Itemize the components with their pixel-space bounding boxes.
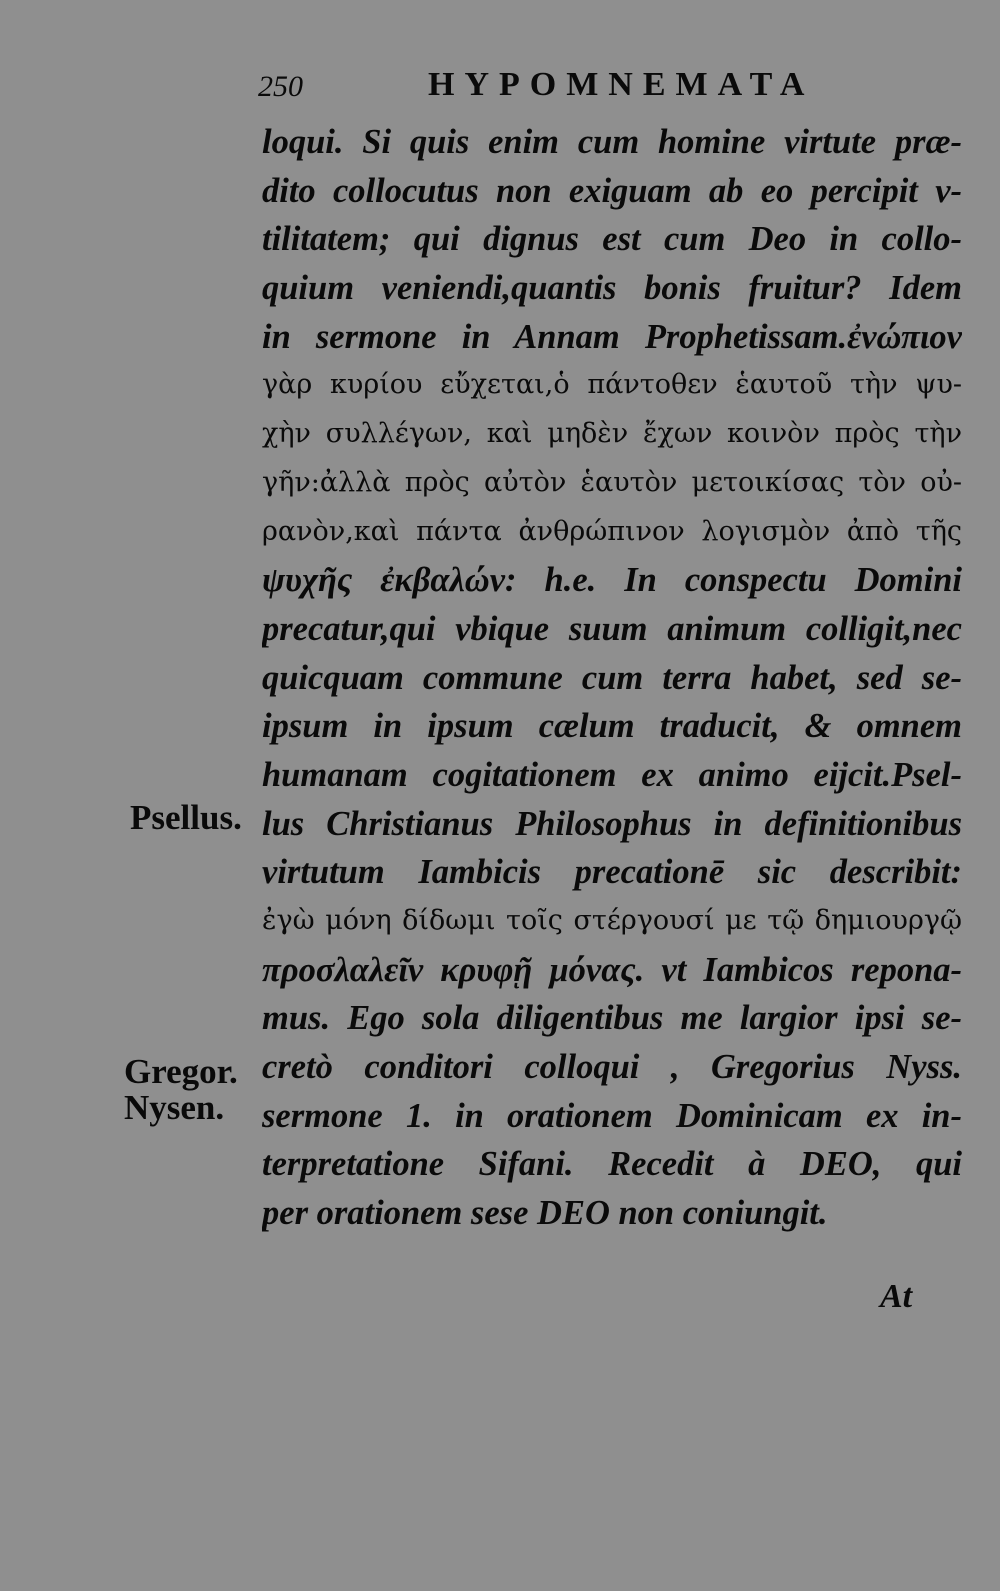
body-text	[262, 118, 962, 1238]
text-line: loqui. Si quis enim cum homine virtute præ-	[262, 123, 962, 161]
margin-note-psellus: Psellus.	[130, 798, 242, 837]
greek-text-line: χὴν συλλέγων, καὶ μηδὲν ἔχων κοινὸν πρὸς τὴν	[262, 418, 962, 450]
text-line: lus Christianus Philosophus in definitionibus	[262, 804, 962, 843]
catchword: At	[880, 1278, 913, 1315]
text-line: virtutum Iambicis precationē sic describit:	[262, 853, 962, 892]
text-line: cretò conditori colloqui , Gregorius Nyss.	[262, 1048, 962, 1087]
text-line: quium veniendi,quantis bonis fruitur? Idem	[262, 269, 962, 308]
text-line: sermone 1. in orationem Dominicam ex in-	[262, 1096, 962, 1135]
text-line: ψυχῆς ἐκβαλών: h.e. In conspectu Domini	[262, 561, 962, 600]
text-line: terpretatione Sifani. Recedit à DEO, qui	[262, 1145, 962, 1184]
text-line: in sermone in Annam Prophetissam.ἐνώπιον	[262, 317, 962, 356]
text-line: προσλαλεῖν κρυφῇ μόνας. vt Iambicos repona-	[262, 950, 962, 989]
text-line: mus. Ego sola diligentibus me largior ipsi se-	[262, 999, 962, 1038]
greek-text-line: γὰρ κυρίου εὔχεται,ὁ πάντοθεν ἑαυτοῦ τὴν ψυ-	[262, 369, 962, 401]
margin-note-gregor	[124, 1054, 238, 1126]
greek-text-line: γῆν:ἀλλὰ πρὸς αὐτὸν ἑαυτὸν μετοικίσας τὸν οὐ-	[262, 466, 962, 498]
text-line: precatur,qui vbique suum animum colligit,nec	[262, 609, 962, 648]
margin-note-gregor-line2: Nysen.	[124, 1088, 225, 1127]
margin-note-gregor-line1: Gregor.	[124, 1052, 238, 1091]
greek-text-line: ἐγὼ μόνη δίδωμι τοῖς στέργουσί με τῷ δημιουργῷ	[262, 905, 962, 936]
running-head: HYPOMNEMATA	[428, 66, 815, 103]
text-line: dito collocutus non exiguam ab eo percipit v-	[262, 171, 962, 210]
page-header	[258, 66, 958, 106]
page-number: 250	[258, 70, 303, 103]
text-line: per orationem sese DEO non coniungit.	[262, 1194, 828, 1233]
text-line: humanam cogitationem ex animo eijcit.Psel-	[262, 755, 962, 794]
text-line: ipsum in ipsum cælum traducit, & omnem	[262, 707, 962, 746]
text-line: tilitatem; qui dignus est cum Deo in collo-	[262, 220, 962, 259]
text-line: quicquam commune cum terra habet, sed se-	[262, 658, 962, 697]
greek-text-line: ρανὸν,καὶ πάντα ἀνθρώπινον λογισμὸν ἀπὸ τῆς	[262, 515, 962, 547]
